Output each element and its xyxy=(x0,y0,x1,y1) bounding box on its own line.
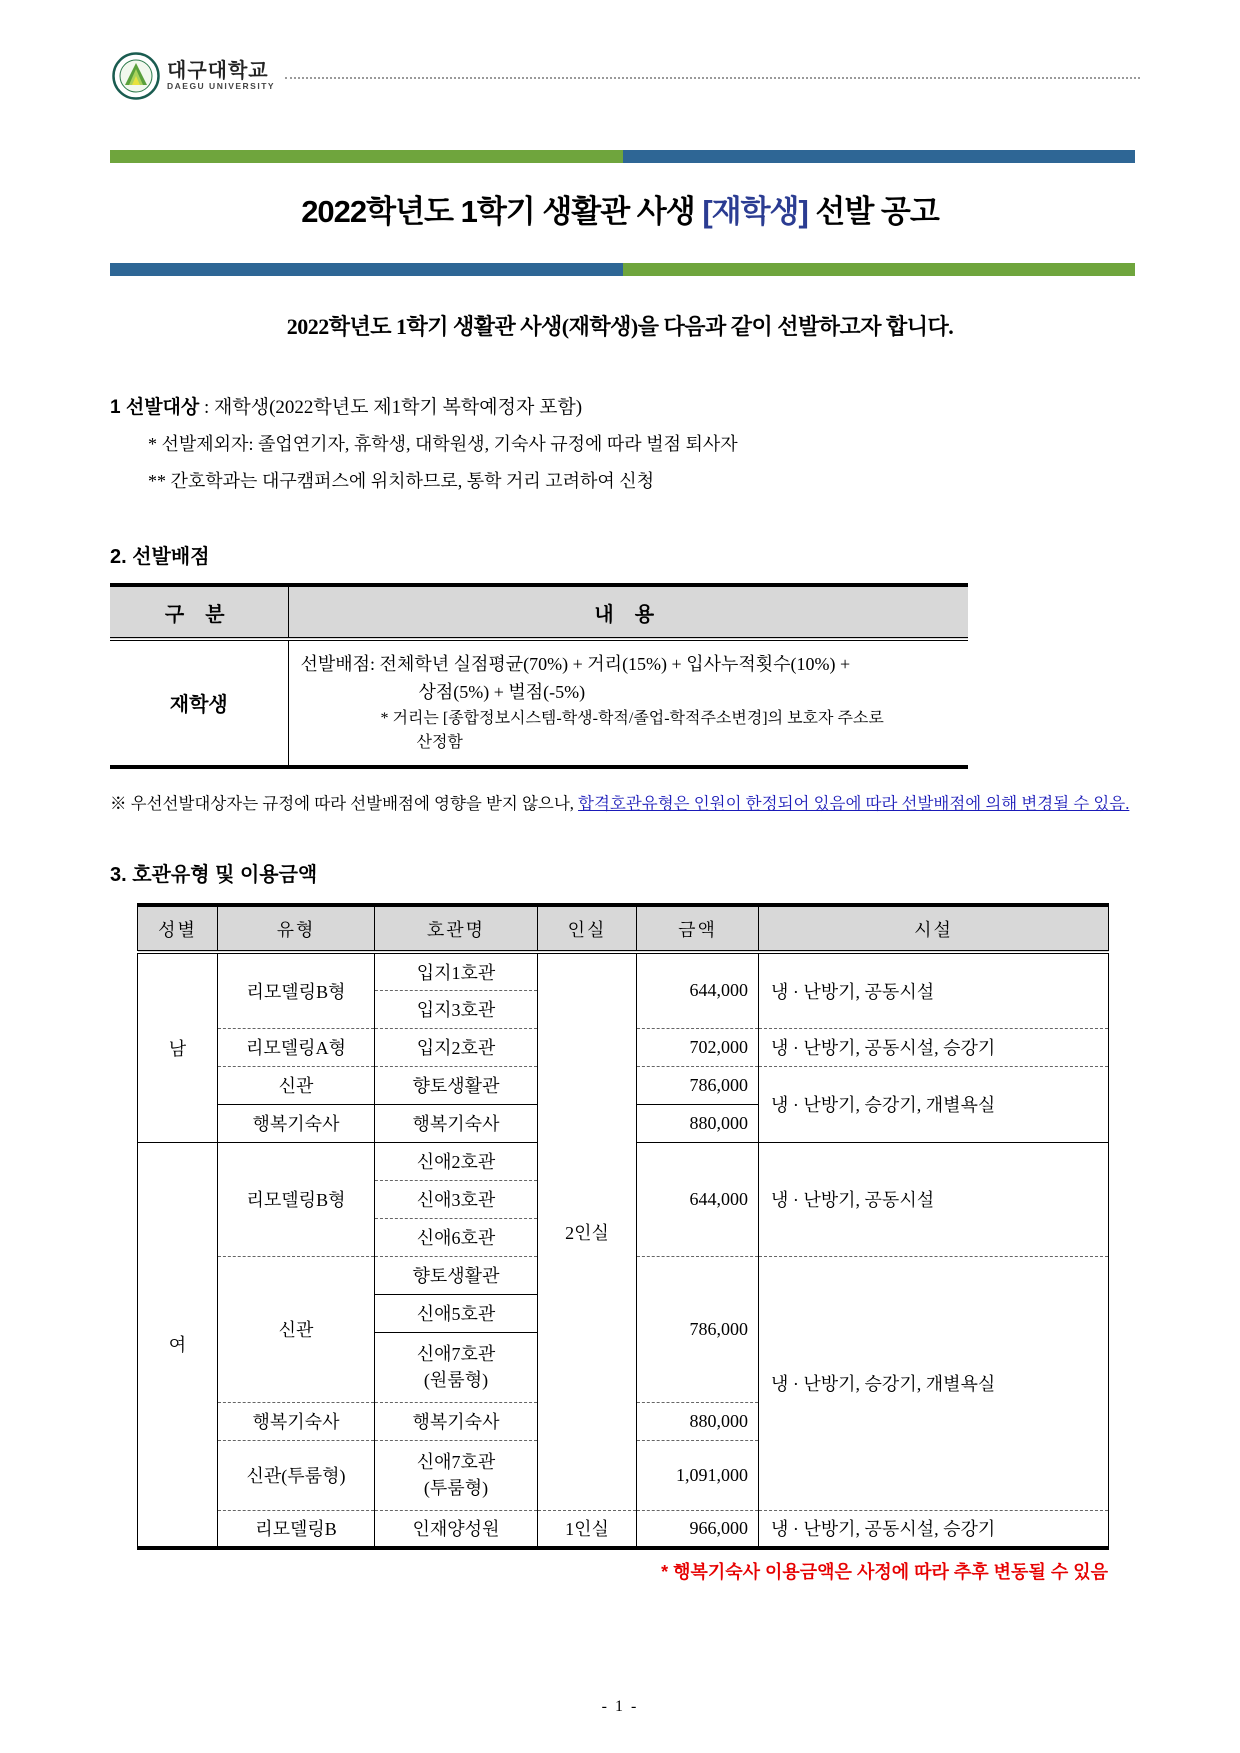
selection-score-table xyxy=(110,583,968,769)
university-name-kr: 대구대학교 xyxy=(167,60,269,83)
hall-cell xyxy=(375,1332,538,1402)
hall-cell: 신애2호관 xyxy=(375,1142,538,1180)
price-cell: 786,000 xyxy=(637,1066,759,1104)
gender-female-cell: 여 xyxy=(138,1142,218,1548)
occupancy-one-cell: 1인실 xyxy=(538,1510,637,1548)
type-cell: 리모델링B형 xyxy=(218,952,375,1028)
score-distance-note-1: * 거리는 [종합정보시스템-학생-학적/졸업-학적주소변경]의 보호자 주소로 xyxy=(380,709,884,727)
price-cell: 786,000 xyxy=(637,1256,759,1402)
price-cell: 644,000 xyxy=(637,952,759,1028)
page-title-prefix: 2022학년도 1학기 생활관 사생 xyxy=(301,194,703,229)
hall-cell: 행복기숙사 xyxy=(375,1104,538,1142)
section-1-label: 1 선발대상 xyxy=(110,397,200,418)
table-row xyxy=(138,1510,1109,1548)
type-cell: 신관(투룸형) xyxy=(218,1440,375,1510)
table-header-row xyxy=(138,905,1109,952)
score-table-row-label: 재학생 xyxy=(110,639,288,767)
university-logo-text xyxy=(167,61,275,91)
footnote-emphasis: 합격호관유형은 인원이 한정되어 있음에 따라 선발배점에 의해 변경될 수 있음. xyxy=(578,794,1130,813)
price-cell: 880,000 xyxy=(637,1104,759,1142)
hall-cell: 행복기숙사 xyxy=(375,1402,538,1440)
hall-cell: 향토생활관 xyxy=(375,1256,538,1294)
col-header-occupancy: 인실 xyxy=(538,905,637,952)
type-cell: 리모델링B형 xyxy=(218,1142,375,1256)
price-cell: 1,091,000 xyxy=(637,1440,759,1510)
hall-cell xyxy=(375,1440,538,1510)
facility-cell: 냉 · 난방기, 공동시설, 승강기 xyxy=(759,1028,1109,1066)
footnote-prefix: ※ 우선선발대상자는 규정에 따라 선발배점에 영향을 받지 않으나, xyxy=(110,794,579,813)
hall-name-line-2: (투룸형) xyxy=(423,1478,489,1498)
price-cell: 644,000 xyxy=(637,1142,759,1256)
score-table-header-division: 구 분 xyxy=(110,585,288,639)
hall-cell: 인재양성원 xyxy=(375,1510,538,1548)
price-cell: 702,000 xyxy=(637,1028,759,1066)
type-cell: 리모델링B xyxy=(218,1510,375,1548)
col-header-type: 유형 xyxy=(218,905,375,952)
facility-cell: 냉 · 난방기, 공동시설 xyxy=(759,952,1109,1028)
page-title-suffix: 선발 공고 xyxy=(807,194,939,229)
section-2-heading: 2. 선발배점 xyxy=(110,546,210,568)
section-3-heading: 3. 호관유형 및 이용금액 xyxy=(110,864,318,886)
col-header-price: 금액 xyxy=(637,905,759,952)
score-table-header-content: 내 용 xyxy=(288,585,968,639)
type-cell: 신관 xyxy=(218,1256,375,1402)
intro-sentence: 2022학년도 1학기 생활관 사생(재학생)을 다음과 같이 선발하고자 합니다. xyxy=(286,314,954,339)
score-table-content-cell xyxy=(288,639,968,767)
page-header xyxy=(112,52,1140,100)
occupancy-two-cell: 2인실 xyxy=(538,952,637,1510)
university-seal-icon xyxy=(112,52,160,100)
hall-cell: 신애6호관 xyxy=(375,1218,538,1256)
section-1-heading-line xyxy=(110,392,1140,419)
facility-cell: 냉 · 난방기, 승강기, 개별욕실 xyxy=(759,1066,1109,1142)
banner-bar-bottom-blue xyxy=(110,263,623,276)
price-change-red-note: * 행복기숙사 이용금액은 사정에 따라 추후 변동될 수 있음 xyxy=(661,1562,1108,1582)
score-distance-note-2: 산정함 xyxy=(416,733,463,751)
hall-cell: 신애3호관 xyxy=(375,1180,538,1218)
col-header-gender: 성별 xyxy=(138,905,218,952)
university-name-en: DAEGU UNIVERSITY xyxy=(167,81,276,92)
section-2-footnote xyxy=(110,790,1142,819)
section-1-note-1: * 선발제외자: 졸업연기자, 휴학생, 대학원생, 기숙사 규정에 따라 벌점 퇴사자 xyxy=(148,434,738,454)
hall-cell: 입지2호관 xyxy=(375,1028,538,1066)
dormitory-price-table xyxy=(137,903,1109,1550)
gender-male-cell: 남 xyxy=(138,952,218,1142)
page-number: - 1 - xyxy=(601,1698,639,1715)
hall-cell: 입지3호관 xyxy=(375,990,538,1028)
col-header-hall: 호관명 xyxy=(375,905,538,952)
type-cell: 신관 xyxy=(218,1066,375,1104)
type-cell: 행복기숙사 xyxy=(218,1402,375,1440)
price-cell: 880,000 xyxy=(637,1402,759,1440)
hall-cell: 신애5호관 xyxy=(375,1294,538,1332)
table-row xyxy=(138,952,1109,990)
score-formula-line-2: 상점(5%) + 벌점(-5%) xyxy=(418,681,586,702)
type-cell: 리모델링A형 xyxy=(218,1028,375,1066)
hall-cell: 입지1호관 xyxy=(375,952,538,990)
facility-cell: 냉 · 난방기, 공동시설, 승강기 xyxy=(759,1510,1109,1548)
hall-name-line-1: 신애7호관 xyxy=(416,1451,496,1472)
hall-name-line-1: 신애7호관 xyxy=(416,1343,496,1364)
banner-bar-top xyxy=(110,150,1135,163)
banner-bar-bottom xyxy=(110,263,1135,276)
col-header-facility: 시설 xyxy=(759,905,1109,952)
facility-cell: 냉 · 난방기, 공동시설 xyxy=(759,1142,1109,1256)
banner-bar-top-green xyxy=(110,150,623,163)
page-title-highlight: [재학생] xyxy=(702,194,808,229)
score-formula-line-1: 선발배점: 전체학년 실점평균(70%) + 거리(15%) + 입사누적횟수(10%) + xyxy=(300,654,851,674)
banner-bar-top-blue xyxy=(623,150,1136,163)
page-title xyxy=(0,186,1240,231)
section-1 xyxy=(110,392,1140,493)
facility-cell: 냉 · 난방기, 승강기, 개별욕실 xyxy=(759,1256,1109,1510)
banner-bar-bottom-green xyxy=(623,263,1136,276)
price-cell: 966,000 xyxy=(637,1510,759,1548)
section-1-value: : 재학생(2022학년도 제1학기 복학예정자 포함) xyxy=(199,397,583,418)
header-dotted-rule xyxy=(285,77,1140,79)
hall-cell: 향토생활관 xyxy=(375,1066,538,1104)
hall-name-line-2: (원룸형) xyxy=(423,1370,489,1390)
section-1-note-2: ** 간호학과는 대구캠퍼스에 위치하므로, 통학 거리 고려하여 신청 xyxy=(148,471,655,491)
type-cell: 행복기숙사 xyxy=(218,1104,375,1142)
